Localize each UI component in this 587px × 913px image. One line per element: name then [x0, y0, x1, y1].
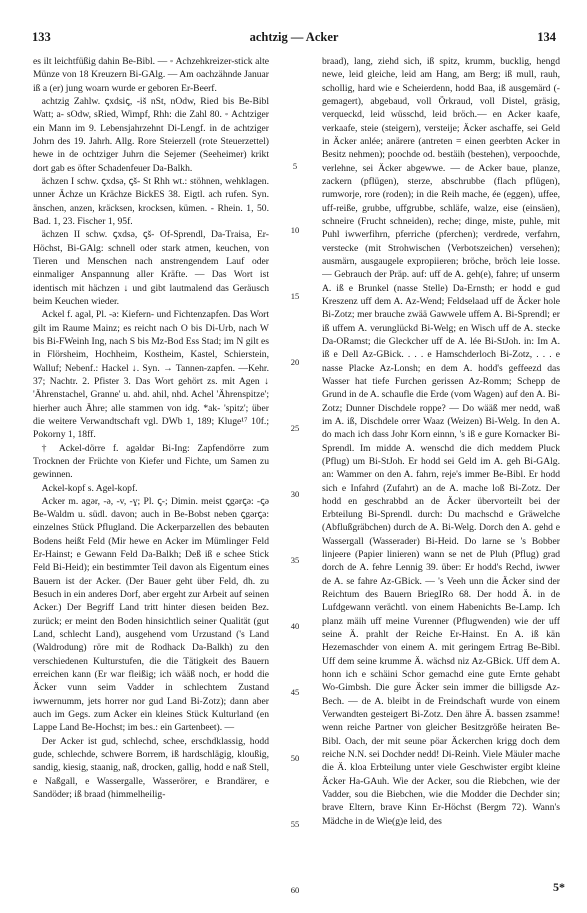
left-column: [33, 55, 269, 900]
entry-ackel-doerre: † Ackel-dörre f. agəldər Bi-Ing: Zapfendörre zum Trocknen der Früchte von Kiefer und Fichte, um Samen zu gewinnen.: [33, 442, 269, 481]
entry-achtzig: achtzig Zahlw. ꞔxdsiꞔ, -iš nSt, nOdw, Ried bis Be-Bibl Watt; a- sOdw, sRied, Wimpf, Rhh: die Zahl 80. ◦ Achtziger ein Mann im 9. Lebensjahrzehnt Di-Lengf. in de achtziger Johrn des 19. Jahrh. Allg. Rore Steierzell (rote Steuerzettel) hewe in de ochtziger Juhrn die Sejemer (Seeheimer) krikt dort gab es öfter Schadenfeuer Da-Balkh.: [33, 95, 269, 174]
line-number: 20: [290, 357, 300, 367]
entry-ackel: Ackel f. agəl, Pl. -ə: Kiefern- und Fichtenzapfen. Das Wort gilt im Raume Mainz; es reicht nach O bis Di-Urb, nach W bis Bi-FWeinh Ing, nach S bis Mz-Bod Ess Stad; im N gilt es in Flörsheim, Hochheim, Kostheim, Kastel, Schierstein, Walluf; Nebenf.: Hackel ↓. Syn. → Tannen-zapfen. —Kehr. 37; Nachtr. 2. Pfister 3. Das Wort gehört zs. mit Agen ↓ 'Ährenstachel, Granne' u. ahd. ahil, nhd. Achel 'Ährenspitze'; hierher auch Ähre; alle stammen von idg. *ak- 'spitz'; über die weitere Verwandtschaft vgl. DWb 1, 189; Kluge¹⁷ 10f.; Pokorny 1, 18ff.: [33, 309, 269, 441]
entry-acker-right: braad), lang, ziehd sich, iß spitz, krumm, bucklig, hengd newe, leid gleiche, leid am Hang, am Berg; iß mull, rauh, schollig, hard wie e Scheierdenn, hodd Baa, iß ausgemärd (-gemagert), abgebaud, voll Örkraud, voll Distel, gräsig, verqueckd, leid wüsschd, leid bröch.— en Acker kaafe, verkaafe, steie (steigern), versteije; Äcker aschaffe, sei Geld in Äcker anlée; anärere (antreten = einen geerbten Acker in Besitz nehmen); poochde od. bestäih (bestehen), verpoochde, verlehne, sei Äcker abgewwe. — de Acker baue, planze, zackern (pflügen), sterze, abschrubbe (flach pflügen), rumworje, rore (roden); in die Reih mache, ée (eggen), uffee, uff-reiße, grubbe, uffgrubbe, schläfe, walze, eise (einsäen), schneire (Frucht schneiden), reche; dinge, miste, puhle, mit Puhl iwwerfihrn, pferriche (pferchen); verdrede, verfahrn, verstecke (mit Strohwischen ⟨Verbotszeichen⟩ versehen); ausmärn, ausgaugele expropiieren; bröche, bröch leie losse. — Gebrauch der Präp. auf: uff de A. geh(e), fahre; uf unserm A. iß e Brunkel (nasse Stelle) Da-Ernsth; er hodd e gud Kreszenz uff dem A. Az-Wend; Feldselaad uff de Äcker hole Bi-Zotz; mer brauche zwää Gawwele uffem A. Bi-Sprendl; er iß uffem A. verunglückd Bi-Welg; en Wisch uff de A. stecke Da-ORamst; die Gleckcher uff de A. lée Bi-StJoh. in: Im A. iß e Dell Az-GBick. . . . e Hamschderloch Bi-Zotz, . . . e nasse Placke Az-Lonsh; en dem A. hodd's geffeezd das Wasser hat tiefe Furchen gerissen Az-Romm; Schepp de Grund in de A. schaufle die Erde (vom Wagen) auf den A. Bi-Zotz; Dunner Dischdele roppe? — Do wääß mer nedd, waß im A. iß, Dischdele orrer Waaz (Weizen) Bi-Welg. In den A. do mach ich dass Johr Korn einnn, 's iß e gure Kornacker Bi-Sprendl. Im midde A. wenschd die dich meddem Pluck (Pflug) um Bi-StJoh. Er hodd sei Geld im A. geh Bi-GAlg. an: Wammer on den A. fahrn, reje's immer Be-Bibl. Er hodd sich e Infahrd (Zufahrt) an de A. mache loß Bi-Zotz. Der hodd en geschrabbd an de Äcker übervorteilt bei der Erbteilung Bi-Sprendl. durch: Du machschd e Gräwelche (Abflußgräbchen) durch de A. Bi-Welg. Dorch den A. gehd e Wassergall (Wasserader) Bi-Heid. Do larne se 's Bobber linjeere (Papier linieren) wann se net de Pluh (Pflug) grad dorch de A. fehre Lennig 39. über: Er hodd's Rechd, iwwer de A. se fahre Az-GBick. — 's Veeh unn die Äcker sind der Reichtum des Bauern BriegIRo 68. Der hodd Ä. in de Lufdgewann verächtl. von einem Habenichts Be-Lamp. Ich planz mäih uff meine Vurenner (Pflugwenden) wie der uff seine Ä. prahlt der Reiche Er-Hainst. En A. iß kän Hezemaschder von einem A. mit geringem Ertrag Be-Bibl. Uff dem seine krumme Ä. wächsd niz Az-GBick. Uff dem A. honn ich e schäini Schor gemachd eine gute Ernte gehabt Wo-Gimbsh. Die gure Äcker sein immer die billigsde Az-Bech. — de A. bleibt in de Freindschaft wurde von einem Verwandten gesteigert Bi-Zotz. Den ähre Ä. bassen zsamme! wenn reiche Partner von gleicher Besitzgröße heiraten Be-Bibl. Oach, der mit seune pöar Äckerchen krigg doch dem reiche N.N. sei Dochder nedd! Di-Reinh. Viele Mäuler mache die Ä. kloa Erbteilung unter viele Geschwister ergibt kleine Äcker Ha-GAuh. Wie der Acker, sou die Riebchen, wie der Vadder, sou die Biebchen, wie die Modder die Dechder sin; brave Eltern, brave Kinn Er-Höchst (Bergm 72). Wann's Mädche in de Wie(g)e leid, des: [322, 56, 560, 827]
entry-text: es ilt leichtfüßig dahin Be-Bibl. — ◦ Achzehkreizer-stick alte Münze von 18 Kreuzern Bi-GAlg. — Am oachzähnde Januar iß a (er) jung woarn wurde er geboren Er-Beerf.: [33, 56, 269, 94]
line-number: 40: [290, 621, 300, 631]
line-number: 25: [290, 423, 300, 433]
signature-mark: 5*: [553, 880, 565, 894]
entry-acker: Acker m. agər, -ə, -v, -ɣ; Pl. ꞔ-; Dimin. meist ꞔgərꞔə: -ꞔə Be-Waldm u. südl. davon; auch in Be-Bobst neben ꞔgərꞔə: einzelnes Stück Pflugland. Die Ackerparzellen des bebauten Bodens heißt Feld (Mir hewe en Acker im Mümlinger Feld Er-Hainst; e Gewann Feld Da-Balkh; Deß iß e schee Stick Feld Bi-Heid); ein bestimmter Teil davon als Eigentum eines Bauern ist der Acker. (Der Bauer geht über Feld, dh. zu Besuch in ein anderes Dorf, aber ergeht zur Arbeit auf seinen Acker.) Der Begriff Land tritt hinter diesen beiden Bez. zurück; er meint den Boden hinsichtlich seiner Qualität (gut Land, schlecht Land), ausgehend vom Urzustand ('s Land (Waldrodung) röre mit de Rodhack Da-Balkh) zu den verschiedenen Kulturstufen, die die Tätigkeit des Bauern erreichen kann (Er war fleißig; ich wääß noch, er hodd die Äcker vunn seim Vadder in schlechtem Zustand iwwernumm, jets horrer nor gud Land Bi-Zotz); dann aber auch im Gegs. zum Acker ein kleines Stück Kulturland (en Lappe Land Be-Hochst; im bes.: ein Gartenbeet). —: [33, 495, 269, 734]
line-number: 55: [290, 819, 300, 829]
page-header: [32, 30, 556, 50]
line-number: 30: [290, 489, 300, 499]
page-number-right: 134: [537, 30, 556, 44]
line-number: 5: [292, 161, 298, 171]
line-number: 10: [290, 225, 300, 235]
line-number-margin: [278, 55, 312, 900]
entry-acker-cont: Der Acker ist gud, schlechd, schee, erschdklassig, hodd gude, schlechde, schwere Borrem, iß hardschlägig, kloußig, sandig, kiesig, staanig, naß, drocken, gallig, hodd e naß Stell, e Naßgall, e Wassergalle, Wasserörer, e Brandärer, e Sandöder; iß braad (himmelheilig-: [33, 735, 269, 801]
page-number-left: 133: [32, 30, 51, 44]
entry-aechzen-1: ächzen I schw. ꞔxdsə, ꞔš- St Rhh wt.: stöhnen, wehklagen. unner Ächze un Krächze BickES 38. Eigtl. ach rufen. Syn. änschen, anzen, kräcksen, krocksen, kümen. - Rhein. 1, 50. Bad. 1, 23. Fischer 1, 95f.: [33, 175, 269, 227]
line-number: 50: [290, 753, 300, 763]
entry-ackel-kopf: Ackel-kopf s. Agel-kopf.: [41, 482, 138, 494]
line-number: 45: [290, 687, 300, 697]
right-column: [322, 55, 560, 900]
line-number: 35: [290, 555, 300, 565]
entry-aechzen-2: ächzen II schw. ꞔxdsə, ꞔš- Of-Sprendl, Da-Traisa, Er-Höchst, Bi-GAlg: schnell oder stark atmen, keuchen, von Tieren und Menschen nach anstrengendem Lauf oder einmaliger Anspannung aller Kräfte. — Das Wort ist identisch mit hächzen ↓ und gibt lautmalend das Geräusch beim Keuchen wieder.: [33, 229, 269, 307]
running-head: achtzig — Acker: [249, 30, 339, 44]
line-number: 15: [290, 291, 300, 301]
line-number: 60: [290, 885, 300, 895]
